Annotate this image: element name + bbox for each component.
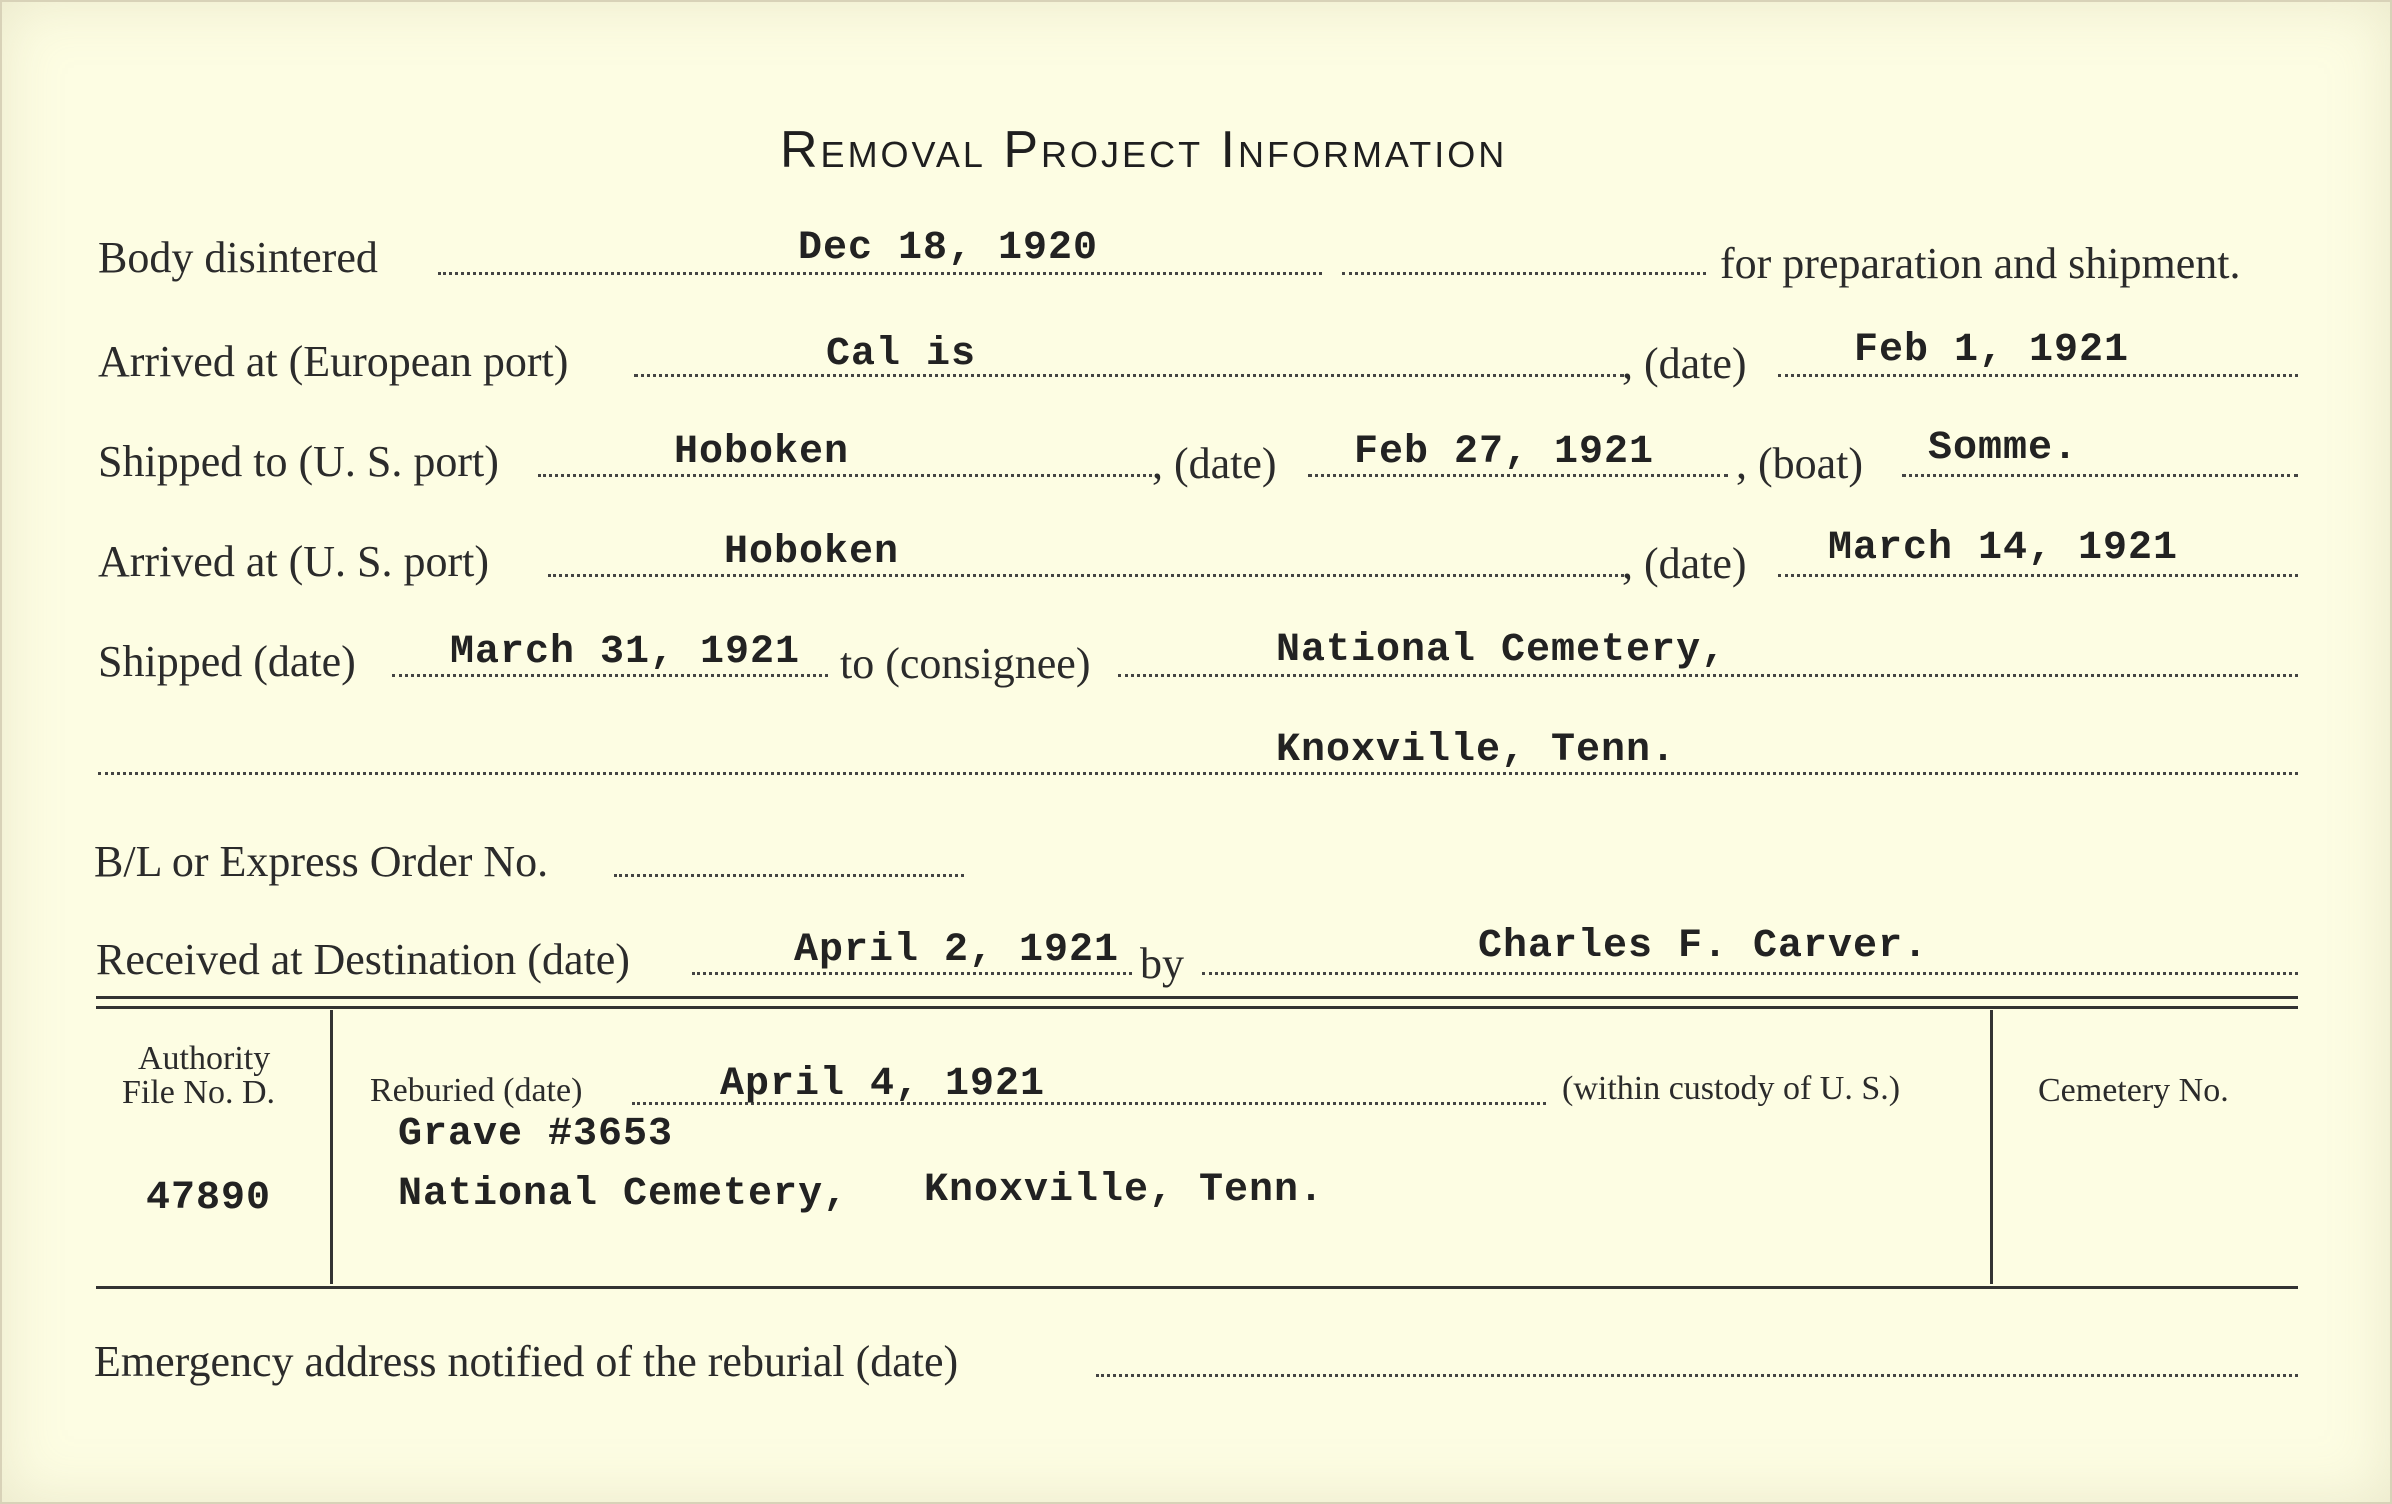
consignee-line-2: Knoxville, Tenn. — [1276, 728, 1677, 773]
emergency-address-label: Emergency address notified of the reburial (date) — [94, 1337, 959, 1386]
body-disinterred-date: Dec 18, 1920 — [798, 226, 1099, 271]
shipped-us-boat-label: , (boat) — [1736, 439, 1864, 488]
box-divider-right — [1990, 1010, 1993, 1284]
grave-number: Grave #3653 — [398, 1112, 674, 1157]
box-bottom-rule — [96, 1286, 2298, 1289]
arrived-us-date-label: , (date) — [1622, 539, 1747, 588]
shipped-us-date-label: , (date) — [1152, 439, 1277, 488]
reburied-date: April 4, 1921 — [720, 1062, 1046, 1107]
received-by: Charles F. Carver. — [1478, 924, 1929, 969]
file-number: 47890 — [146, 1176, 272, 1221]
bl-order-line — [614, 874, 964, 877]
cemetery-no-label: Cemetery No. — [2038, 1072, 2229, 1109]
reburial-city: Knoxville, Tenn. — [924, 1168, 1325, 1213]
consignee-line — [1118, 674, 2298, 677]
reburied-label: Reburied (date) — [370, 1072, 583, 1109]
bl-order-label: B/L or Express Order No. — [94, 837, 549, 886]
shipped-date-label: Shipped (date) — [98, 637, 356, 686]
box-divider-left — [330, 1010, 333, 1284]
body-disinterred-suffix: for preparation and shipment. — [1720, 239, 2241, 288]
consignee-label: to (consignee) — [840, 639, 1091, 688]
body-disinterred-line-2 — [1342, 272, 1706, 275]
arrived-european-date-label: , (date) — [1622, 339, 1747, 388]
custody-note: (within custody of U. S.) — [1562, 1070, 1901, 1107]
authority-label: Authority — [138, 1040, 271, 1077]
arrived-european-line — [634, 374, 1624, 377]
received-date: April 2, 1921 — [794, 928, 1120, 973]
arrived-us-port-line — [548, 574, 1624, 577]
arrived-european-label: Arrived at (European port) — [98, 337, 569, 386]
file-no-label: File No. D. — [122, 1074, 275, 1111]
received-label: Received at Destination (date) — [96, 935, 630, 984]
received-by-line — [1202, 972, 2298, 975]
arrived-european-port: Cal is — [826, 332, 977, 377]
shipped-us-boat-line — [1902, 474, 2298, 477]
body-disinterred-line — [438, 272, 1322, 275]
body-disinterred-label: Body disintered — [98, 233, 378, 282]
arrived-us-label: Arrived at (U. S. port) — [98, 537, 490, 586]
consignee-line-1: National Cemetery, — [1276, 628, 1727, 673]
page-title: Removal Project Information — [780, 121, 1508, 179]
shipped-us-boat: Somme. — [1928, 426, 2079, 471]
emergency-address-line — [1096, 1374, 2298, 1377]
arrived-european-date-line — [1778, 374, 2298, 377]
arrived-us-date: March 14, 1921 — [1828, 526, 2179, 571]
arrived-us-port: Hoboken — [724, 530, 900, 575]
received-by-label: by — [1140, 939, 1184, 988]
arrived-us-date-line — [1778, 574, 2298, 577]
shipped-us-port: Hoboken — [674, 430, 850, 475]
arrived-european-date: Feb 1, 1921 — [1854, 328, 2130, 373]
shipped-us-label: Shipped to (U. S. port) — [98, 437, 499, 486]
reburial-place: National Cemetery, — [398, 1172, 849, 1217]
box-top-rule — [96, 996, 2298, 999]
box-top-rule-2 — [96, 1006, 2298, 1009]
shipped-us-date: Feb 27, 1921 — [1354, 430, 1655, 475]
shipped-date: March 31, 1921 — [450, 630, 801, 675]
consignee-continuation-line — [98, 772, 2298, 775]
